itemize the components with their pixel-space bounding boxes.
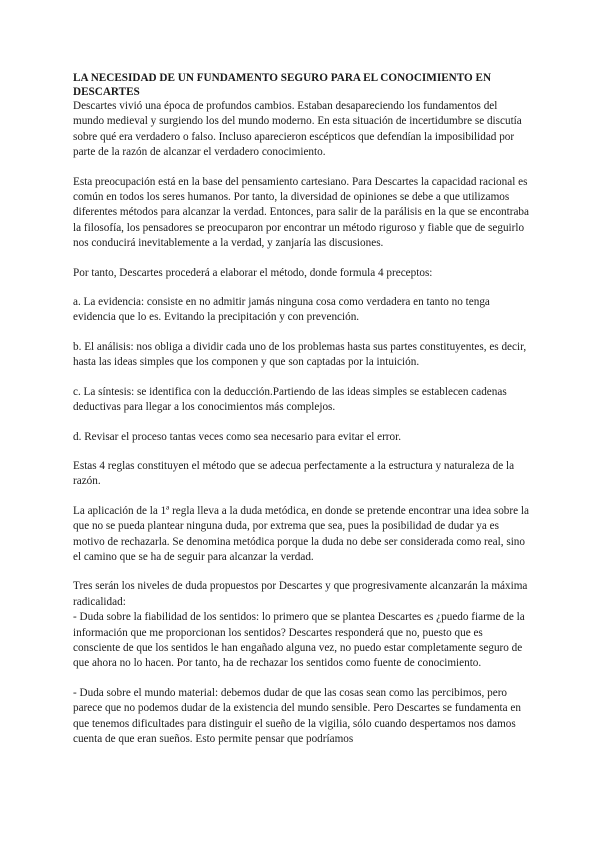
document-page [73, 71, 531, 761]
precept-evidence: a. La evidencia: consiste en no admitir jamás ninguna cosa como verdadera en tanto no tenga evidencia que lo es. Evitando la precipitación y con prevención. [73, 296, 490, 324]
doubt-senses: - Duda sobre la fiabilidad de los sentidos: lo primero que se plantea Descartes es ¿puedo fiarme de la información que me proporcionan los sentidos? Descartes responderá que no, puesto que es consciente de que los sentidos le han engañado alguna vez, no puedo estar completamente seguro de que ahora no lo hacen. Por tanto, ha de rechazar los sentidos como fuente de conocimiento. [73, 611, 525, 670]
paragraph-concern: Esta preocupación está en la base del pensamiento cartesiano. Para Descartes la capacidad racional es común en todos los seres humanos. Por tanto, la diversidad de opiniones se debe a que utilizamos diferentes métodos para alcanzar la verdad. Entonces, para salir de la parálisis en la que se encontraba la filosofía, los pensadores se preocuparon por encontrar un método riguroso y fiable que de seguirlo nos conducirá inevitablemente a la verdad, y zanjaría las discusiones. [73, 175, 529, 250]
precept-analysis: b. El análisis: nos obliga a dividir cada uno de los problemas hasta sus partes constituyentes, es decir, hasta las ideas simples que los componen y que son captadas por la intuición. [73, 340, 527, 369]
precept-synthesis: c. La síntesis: se identifica con la deducción.Partiendo de las ideas simples se establecen cadenas deductivas para llegar a los conocimientos más complejos. [73, 385, 507, 414]
paragraph-rules-summary: Estas 4 reglas constituyen el método que se adecua perfectamente a la estructura y naturaleza de la razón. [73, 459, 515, 488]
doubt-levels-intro: Tres serán los niveles de duda propuestos por Descartes y que progresivamente alcanzarán la máxima radicalidad: [73, 580, 528, 608]
paragraph-method-intro: Por tanto, Descartes procederá a elaborar el método, donde formula 4 preceptos: [73, 266, 433, 279]
paragraph-methodic-doubt: La aplicación de la 1ª regla lleva a la duda metódica, en donde se pretende encontrar una idea sobre la que no se pueda plantear ninguna duda, por extrema que sea, pues la posibilidad de dudar ya es motivo de rechazarla. Se denomina metódica porque la duda no debe ser considerada como real, sino el camino que se ha de seguir para alcanzar la verdad. [73, 504, 529, 563]
paragraph-context: Descartes vivió una época de profundos cambios. Estaban desapareciendo los fundamentos del mundo medieval y surgiendo los del mundo moderno. En esta situación de incertidumbre se discutía sobre qué era verdadero o falso. Incluso aparecieron escépticos que defendían la imposibilidad por parte de la razón de alcanzar el verdadero conocimiento. [73, 100, 522, 159]
precept-review: d. Revisar el proceso tantas veces como sea necesario para evitar el error. [73, 430, 402, 443]
document-title: LA NECESIDAD DE UN FUNDAMENTO SEGURO PARA EL CONOCIMIENTO EN DESCARTES [73, 72, 492, 98]
doubt-material-world: - Duda sobre el mundo material: debemos dudar de que las cosas sean como las percibimos, pero parece que no podemos dudar de la existencia del mundo sensible. Pero Descartes se fundamenta en que tenemos dificultades para distinguir el sueño de la vigilia, sólo cuando despertamos nos damos cuenta de que eran sueños. Esto permite pensar que podríamos [73, 686, 521, 745]
